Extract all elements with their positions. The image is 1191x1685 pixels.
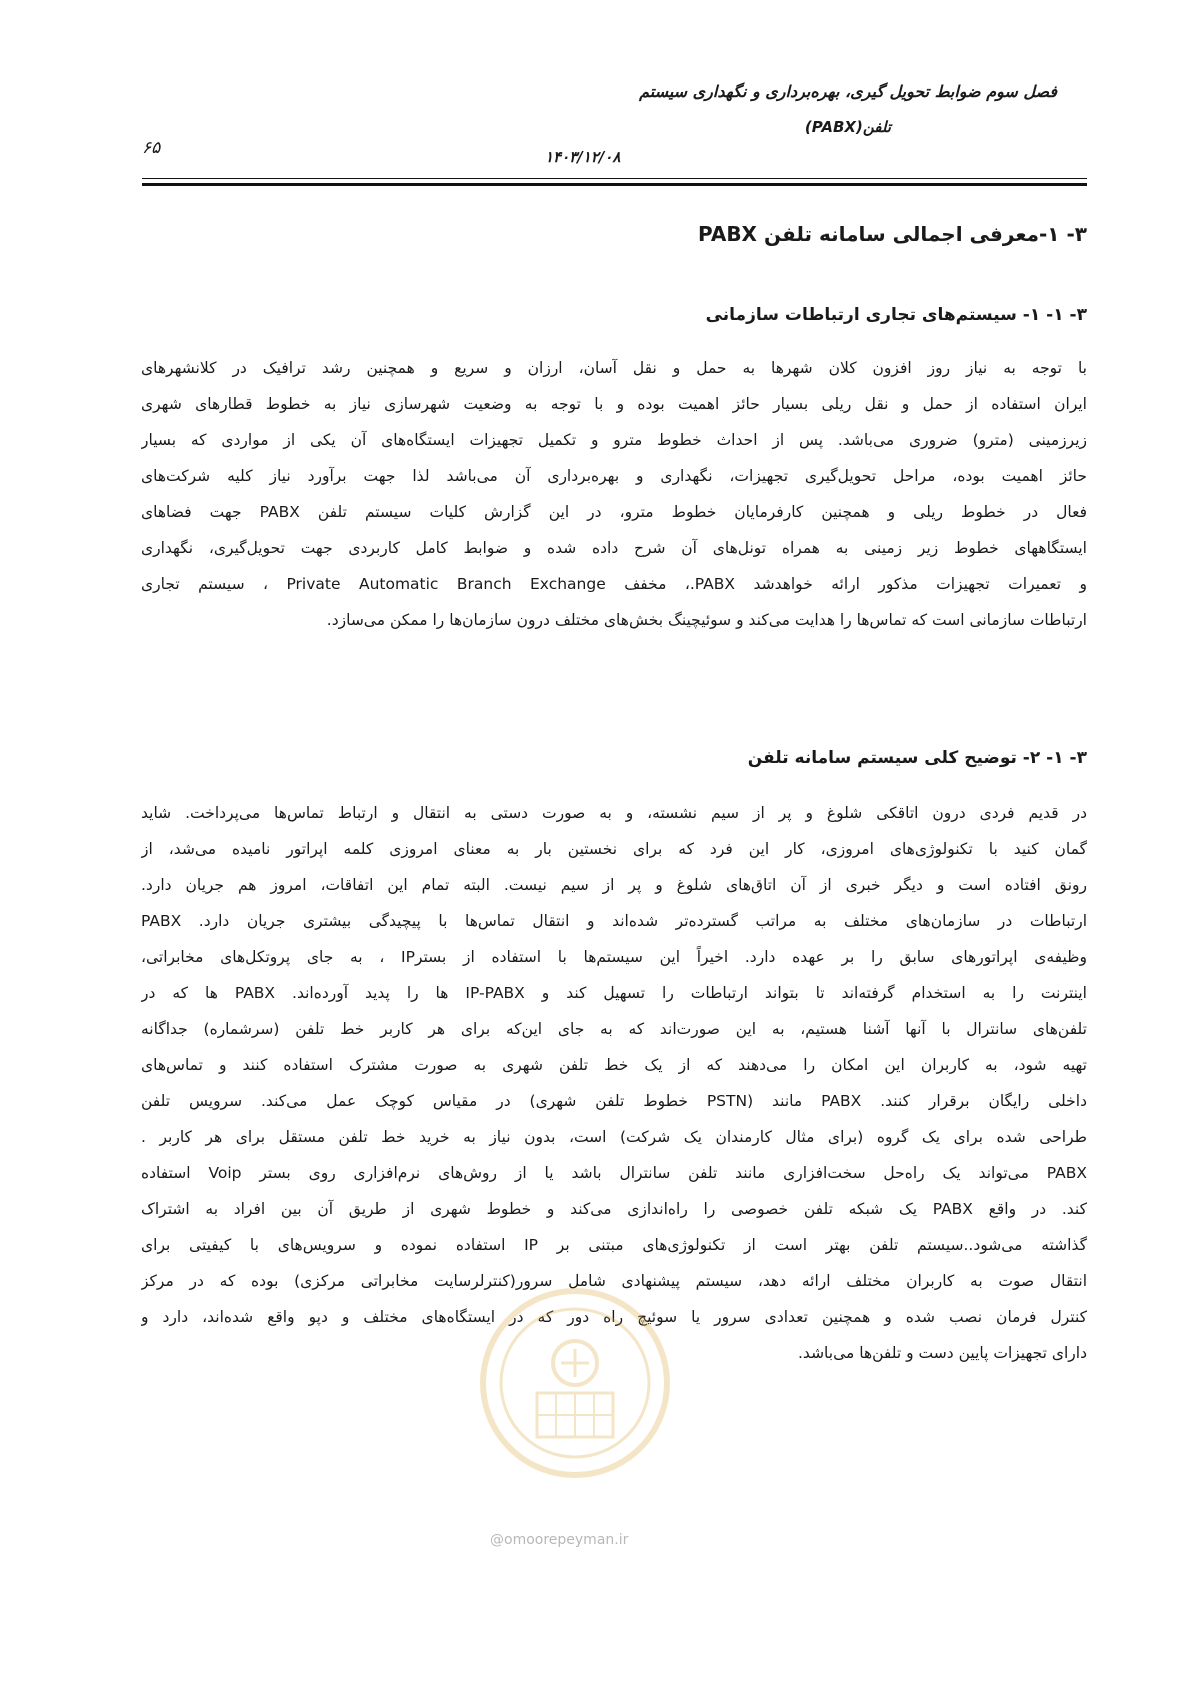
seal-logo-icon bbox=[475, 1283, 675, 1483]
paragraph-line: گذاشته می‌شود..سیستم تلفن بهتر است از تکنولوژی‌های مبتنی بر IP استفاده نموده و سرویس‌های با کیفیتی برای bbox=[141, 1236, 1087, 1254]
header-date: ۱۴۰۳/۱۲/۰۸ bbox=[545, 148, 621, 166]
paragraph-line: وظیفه‌ی اپراتورهای سابق را بر عهده دارد. اخیراً این سیستم‌ها با استفاده از بسترIP ، به جای پروتکل‌های مخابراتی، bbox=[141, 948, 1087, 966]
header-subtitle: تلفن(PABX) bbox=[804, 118, 891, 136]
paragraph-line: زیرزمینی (مترو) ضروری می‌باشد. پس از احداث خطوط مترو و تکمیل تجهیزات ایستگاه‌های آن یکی از مواردی که بسیار bbox=[141, 431, 1087, 449]
paragraph-1 bbox=[141, 350, 1087, 638]
paragraph-line: با توجه به نیاز روز افزون کلان شهرها به حمل و نقل آسان، ارزان و سریع و همچنین رشد ترافیک در کلانشهرهای bbox=[141, 359, 1087, 377]
paragraph-line: تهیه شود، به کاربران این امکان را می‌دهند که از یک خط تلفن شهری به صورت مشترک استفاده کنند و تماس‌های bbox=[141, 1056, 1087, 1074]
paragraph-line: ایستگاههای خطوط زیر زمینی به همراه تونل‌های آن شرح داده شده و ضوابط کامل کاربردی جهت تحویل‌گیری، نگهداری bbox=[141, 539, 1087, 557]
header-rule-thin bbox=[142, 178, 1087, 179]
paragraph-line: رونق افتاده است و دیگر خبری از آن اتاق‌های شلوغ و پر از سیم نیست. البته تمام این اتفاقات، امروز هم جریان دارد. bbox=[141, 876, 1087, 894]
paragraph-line: گمان کنید با تکنولوژی‌های امروزی، کار این فرد که برای نخستین بار به معنای امروزی کلمه اپراتور نامیده می‌شد، از bbox=[141, 840, 1087, 858]
paragraph-line: دارای تجهیزات پایین دست و تلفن‌ها می‌باشد. bbox=[798, 1344, 1087, 1362]
subsection-heading-1: ۳- ۱- ۱- سیستم‌های تجاری ارتباطات سازمانی bbox=[705, 305, 1087, 325]
paragraph-line: ارتباطات سازمانی است که تماس‌ها را هدایت می‌کند و سوئیچینگ بخش‌های مختلف درون سازمان‌ها را ممکن می‌سازد. bbox=[326, 611, 1087, 629]
paragraph-line: کنترل فرمان نصب شده و همچنین تعدادی سرور یا سوئیچ راه دور که در ایستگاه‌های مختلف و دپو واقع شده‌اند، دارد و bbox=[141, 1308, 1087, 1326]
subsection-heading-2: ۳- ۱- ۲- توضیح کلی سیستم سامانه تلفن bbox=[747, 748, 1087, 768]
paragraph-line: داخلی رایگان برقرار کنند. PABX مانند (PSTN خطوط تلفن شهری) در مقیاس کوچک عمل می‌کند. سرویس تلفن bbox=[141, 1092, 1087, 1110]
paragraph-line: کند. در واقع PABX یک شبکه تلفن خصوصی را راه‌اندازی می‌کند و خطوط شهری از طریق آن بین افراد به اشتراک bbox=[141, 1200, 1087, 1218]
page-number: ۶۵ bbox=[142, 138, 161, 158]
paragraph-line: و تعمیرات تجهیزات مذکور ارائه خواهدشد PABX.، مخفف Private Automatic Branch Exchange ، سیستم تجاری bbox=[141, 575, 1087, 593]
paragraph-line: طراحی شده برای یک گروه (برای مثال کارمندان یک شرکت) است، بدون نیاز به خرید خط تلفن مستقل برای هر کاربر . bbox=[141, 1128, 1087, 1146]
watermark-url: @omoorepeyman.ir bbox=[490, 1532, 629, 1548]
paragraph-line: فعال در خطوط ریلی و همچنین کارفرمایان خطوط مترو، در این گزارش کلیات سیستم تلفن PABX جهت فضاهای bbox=[141, 503, 1087, 521]
header-rule-thick bbox=[142, 183, 1087, 186]
paragraph-line: ارتباطات در سازمان‌های مختلف به مراتب گسترده‌تر شده‌اند و انتقال تماس‌ها با پیچیدگی بیشتری جریان دارد. PABX bbox=[141, 912, 1087, 930]
header-chapter-title: فصل سوم ضوابط تحویل گیری، بهره‌برداری و نگهداری سیستم bbox=[639, 82, 1057, 101]
paragraph-line: اینترنت را به استخدام گرفته‌اند تا بتواند ارتباطات را تسهیل کند و IP-PABX ها را پدید آورده‌اند. PABX ها که در bbox=[141, 984, 1087, 1002]
paragraph-line: در قدیم فردی درون اتاقکی شلوغ و پر از سیم نشسته، و به صورت دستی به انتقال و ارتباط تماس‌ها می‌پرداخت. شاید bbox=[141, 804, 1087, 822]
section-heading: ۳- ۱-معرفی اجمالی سامانه تلفن PABX bbox=[698, 222, 1087, 246]
paragraph-line: تلفن‌های سانترال با آنها آشنا هستیم، به این صورت‌اند که به جای این‌که برای هر کاربر خط تلفن (سرشماره) جداگانه bbox=[141, 1020, 1087, 1038]
paragraph-line: ایران استفاده از حمل و نقل ریلی بسیار حائز اهمیت بوده و با توجه به وضعیت شهرسازی نیاز به خطوط قطارهای شهری bbox=[141, 395, 1087, 413]
paragraph-line: PABX می‌تواند یک راه‌حل سخت‌افزاری مانند تلفن سانترال باشد یا از روش‌های نرم‌افزاری روی بستر Voip استفاده bbox=[141, 1164, 1087, 1182]
paragraph-line: حائز اهمیت بوده، مراحل تحویل‌گیری تجهیزات، نگهداری و بهره‌برداری آن می‌باشد لذا جهت برآورد نیاز کلیه شرکت‌های bbox=[141, 467, 1087, 485]
paragraph-line: انتقال صوت به کاربران مختلف ارائه دهد، سیستم پیشنهادی شامل سرور(کنترلرسایت مخابراتی مرکزی) بوده که در مرکز bbox=[141, 1272, 1087, 1290]
